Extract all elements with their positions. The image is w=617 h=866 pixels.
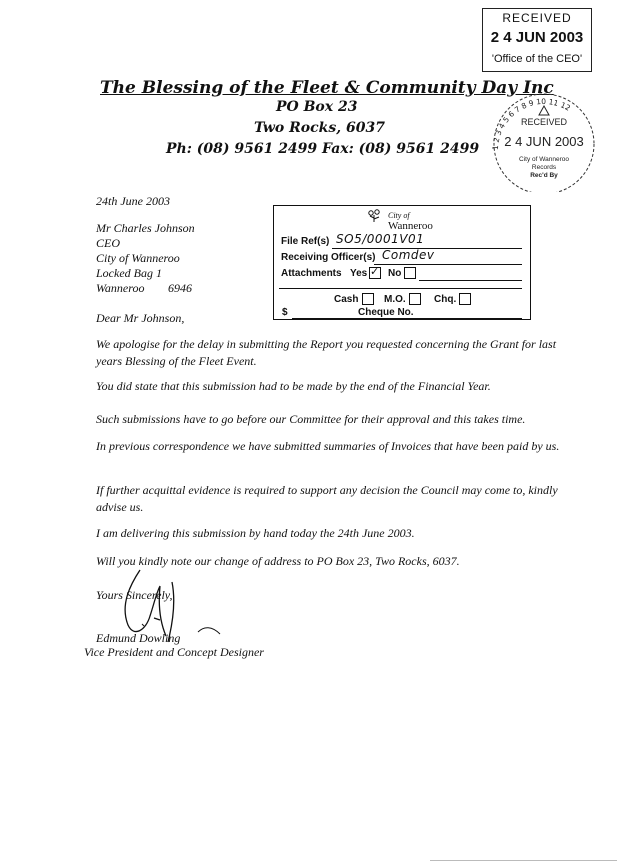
body-paragraph: I am delivering this submission by hand today the 24th June 2003. <box>96 526 415 540</box>
council-stamp-org: City of Wanneroo <box>519 156 569 163</box>
recipient-line: Locked Bag 1 <box>96 266 162 280</box>
council-stamp-dept: Records <box>531 164 557 171</box>
receiving-officer-value: Comdev <box>382 248 435 262</box>
body-paragraph: We apologise for the delay in submitting the Report you requested concerning the Grant for last years Blessing of the Fleet Event. <box>96 337 557 368</box>
mo-label: M.O. <box>384 294 406 305</box>
yes-checkbox <box>369 267 381 279</box>
yes-label: Yes <box>350 268 368 279</box>
check-mark-icon: ✓ <box>370 265 380 278</box>
stamp-office: 'Office of the CEO' <box>491 53 583 65</box>
receiving-officer-label: Receiving Officer(s) <box>281 252 376 263</box>
council-stamp-heading: RECEIVED <box>520 117 568 127</box>
triangle-icon <box>539 106 549 115</box>
body-paragraph: Such submissions have to go before our Committee for their approval and this takes time. <box>96 412 526 426</box>
received-stamp-ceo <box>482 8 592 72</box>
flower-logo-icon <box>366 209 384 223</box>
recipient-postcode: 6946 <box>168 281 192 295</box>
attachments-line <box>419 280 522 281</box>
letterhead-title: The Blessing of the Fleet & Community Day Inc <box>100 78 554 98</box>
letterhead-phone-fax: Ph: (08) 9561 2499 Fax: (08) 9561 2499 <box>166 141 480 157</box>
signatory-title: Vice President and Concept Designer <box>84 645 264 659</box>
salutation: Dear Mr Johnson, <box>96 311 185 325</box>
file-ref-label: File Ref(s) <box>281 236 330 247</box>
page-footer-line <box>430 860 617 861</box>
chq-checkbox <box>459 293 471 305</box>
city-name-text: Wanneroo <box>388 220 433 232</box>
cash-label: Cash <box>334 294 359 305</box>
receipt-box <box>273 205 531 320</box>
council-stamp-date: 2 4 JUN 2003 <box>504 134 584 149</box>
signatory-name: Edmund Dowling <box>96 631 181 645</box>
receipt-divider <box>279 288 522 289</box>
recipient-suburb: Wanneroo <box>96 281 145 295</box>
cash-checkbox <box>362 293 374 305</box>
receiving-officer-line <box>374 264 522 265</box>
attachments-label: Attachments <box>281 268 342 279</box>
letterhead-town: Two Rocks, 6037 <box>254 120 385 136</box>
council-received-stamp <box>480 80 608 192</box>
city-logo-text <box>388 210 433 232</box>
body-paragraph: You did state that this submission had to be made by the end of the Financial Year. <box>96 379 491 393</box>
mo-checkbox <box>409 293 421 305</box>
letter-date: 24th June 2003 <box>96 194 170 208</box>
stamp-date: 2 4 JUN 2003 <box>490 29 584 46</box>
body-paragraph: In previous correspondence we have submitted summaries of Invoices that have been paid by us. <box>96 439 560 453</box>
body-paragraph: Will you kindly note our change of address to PO Box 23, Two Rocks, 6037. <box>96 554 460 568</box>
stamp-ring-digits: 1 2 3 4 5 6 7 8 9 10 11 12 <box>490 96 572 151</box>
chq-label: Chq. <box>434 294 457 305</box>
letterhead-po-box: PO Box 23 <box>276 99 358 115</box>
council-stamp-recd: Rec'd By <box>530 172 558 179</box>
no-label: No <box>388 268 402 279</box>
file-ref-value: SO5/0001V01 <box>336 232 425 246</box>
recipient-line: CEO <box>96 236 120 250</box>
cheque-no-label: Cheque No. <box>358 307 414 318</box>
no-checkbox <box>404 267 416 279</box>
dollar-label: $ <box>282 307 288 318</box>
city-of-text: City of <box>388 211 410 220</box>
recipient-line: Mr Charles Johnson <box>96 221 195 235</box>
cheque-line <box>292 318 522 319</box>
body-paragraph: If further acquittal evidence is required to support any decision the Council may come to, kindly advise us. <box>96 483 558 514</box>
recipient-line: City of Wanneroo <box>96 251 180 265</box>
closing: Yours Sincerely, <box>96 588 173 602</box>
stamp-heading: RECEIVED <box>502 11 572 25</box>
